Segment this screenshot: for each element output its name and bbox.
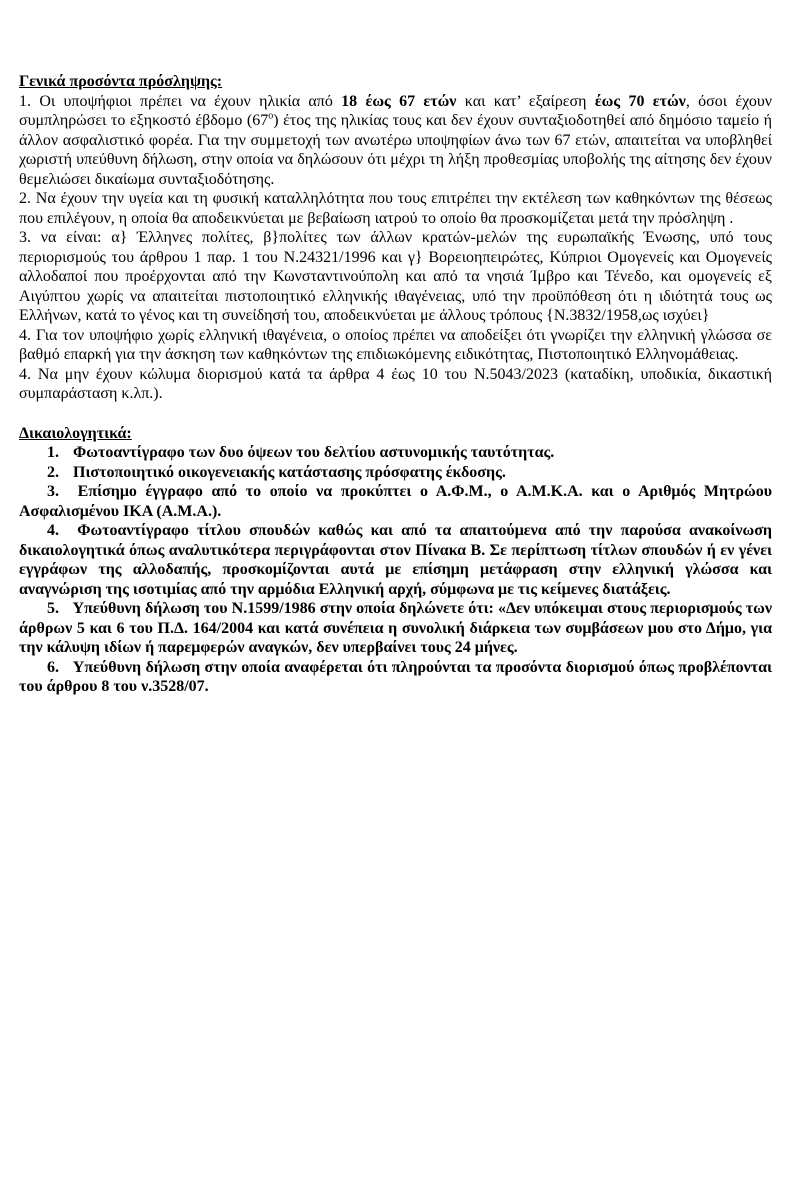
list-item <box>19 521 772 599</box>
documents-heading: Δικαιολογητικά: <box>19 424 132 442</box>
qualification-paragraph-3: 3. να είναι: α} Έλληνες πολίτες, β}πολίτες των άλλων κρατών-μελών της ευρωπαϊκής Ένωσης, υπό τους περιορισμούς του άρθρου 1 παρ. 1 του Ν.24321/1996 και γ} Βορειοηπειρώτες, Κύπριοι Ομογενείς και Ομογενείς αλλοδαποί που προέρχονται από την Κωνσταντινούπολη και από τα νησιά Ίμβρο και Τένεδο, και ομογενείς εξ Αιγύπτου χωρίς να απαιτείται πιστοποιητικό ελληνικής ιθαγένειας, υπό την προϋπόθεση ότι η ιδιότητά τους ως Ελλήνων, κατά το γένος και τη συνείδησή του, αποδεικνύεται με άλλους τρόπους {Ν.3832/1958,ως ισχύει} <box>19 229 772 324</box>
text-run: 1. Οι υποψήφιοι πρέπει να έχουν ηλικία από <box>19 92 342 110</box>
item-text: Υπεύθυνη δήλωση στην οποία αναφέρεται ότι πληρούνται τα προσόντα διορισμού όπως προβλέπονται του άρθρου 8 του ν.3528/07. <box>19 658 773 695</box>
item-number: 2. <box>47 463 59 481</box>
qualification-paragraph-5: 4. Να μην έχουν κώλυμα διορισμού κατά τα άρθρα 4 έως 10 του Ν.5043/2023 (καταδίκη, υποδικία, δικαστική συμπαράσταση κ.λπ.). <box>19 365 772 402</box>
item-text: Υπεύθυνη δήλωση του Ν.1599/1986 στην οποία δηλώνετε ότι: «Δεν υπόκειμαι στους περιορισμούς των άρθρων 5 και 6 του Π.Δ. 164/2004 και κατά συνέπεια η συνολική διάρκεια των συμβάσεων μου στο Δήμο, για την κάλυψη ιδίων ή παρεμφερών αναγκών, δεν υπερβαίνει τους 24 μήνες. <box>19 600 773 656</box>
item-text: Φωτοαντίγραφο των δυο όψεων του δελτίου αστυνομικής ταυτότητας. <box>73 444 555 461</box>
item-text: Φωτοαντίγραφο τίτλου σπουδών καθώς και από τα απαιτούμενα από την παρούσα ανακοίνωση δικαιολογητικά όπως αναλυτικότερα περιγράφονται στον Πίνακα Β. Σε περίπτωση τίτλων σπουδών ή εν γένει εγγράφων της αλλοδαπής, προσκομίζονται αυτά με επίσημη μετάφραση στην ελληνική γλώσσα και αναγνώριση της ισοτιμίας από την αρμόδια Ελληνική αρχή, σύμφωνα με τις κείμενες διατάξεις. <box>19 522 772 598</box>
item-number: 3. <box>47 483 59 500</box>
list-item <box>19 463 772 483</box>
list-item <box>19 482 772 521</box>
list-item <box>19 658 772 697</box>
text-run: , όσοι έχουν συμπληρώσει το εξηκοστό έβδομο (67 <box>19 92 772 129</box>
ordinal-superscript: ο <box>268 110 274 122</box>
item-number: 6. <box>47 658 59 676</box>
qualification-paragraph-4: 4. Για τον υποψήφιο χωρίς ελληνική ιθαγένεια, ο οποίος πρέπει να αποδείξει ότι γνωρίζει την ελληνική γλώσσα σε βαθμό επαρκή για την άσκηση των καθηκόντων της επιδιωκόμενης ειδικότητας, Πιστοποιητικό Ελληνομάθειας. <box>19 326 772 363</box>
section-spacer <box>19 404 772 424</box>
age-range-bold: 18 έως 67 ετών <box>341 92 457 110</box>
item-text: Πιστοποιητικό οικογενειακής κατάστασης πρόσφατης έκδοσης. <box>73 463 506 481</box>
general-qualifications-heading: Γενικά προσόντα πρόσληψης: <box>19 73 223 90</box>
text-run: και κατ’ εξαίρεση <box>456 92 595 110</box>
qualification-paragraph-1 <box>19 92 772 190</box>
document-page <box>19 72 772 697</box>
item-number: 5. <box>47 600 59 617</box>
item-number: 4. <box>47 522 59 539</box>
documents-list <box>19 443 772 697</box>
text-run: ) έτος της ηλικίας τους και δεν έχουν συνταξιοδοτηθεί από δημόσιο ταμείο ή άλλον ασφαλιστικό φορέα. Για την συμμετοχή των ανωτέρω υποψηφίων άνω των 67 ετών, απαιτείται να υποβληθεί χωριστή υπεύθυνη δήλωση, στην οποία να δηλώσουν ότι μέχρι τη λήξη προθεσμίας υποβολής της αίτησης δεν έχουν θεμελιώσει δικαίωμα συνταξιοδότησης. <box>19 112 772 188</box>
list-item <box>19 599 772 658</box>
item-text: Επίσημο έγγραφο από το οποίο να προκύπτει ο Α.Φ.Μ., ο Α.Μ.Κ.Α. και ο Αριθμός Μητρώου Ασφαλισμένου ΙΚΑ (Α.Μ.Α.). <box>19 483 773 520</box>
item-number: 1. <box>47 444 59 461</box>
age-exception-bold: έως 70 ετών <box>594 92 686 110</box>
qualification-paragraph-2: 2. Να έχουν την υγεία και τη φυσική καταλληλότητα που τους επιτρέπει την εκτέλεση των καθηκόντων της θέσεως που επιλέγουν, η οποία θα αποδεικνύεται με βεβαίωση ιατρού το οποίο θα προσκομίζεται μετά την πρόσληψη . <box>19 190 772 227</box>
list-item <box>19 443 772 463</box>
